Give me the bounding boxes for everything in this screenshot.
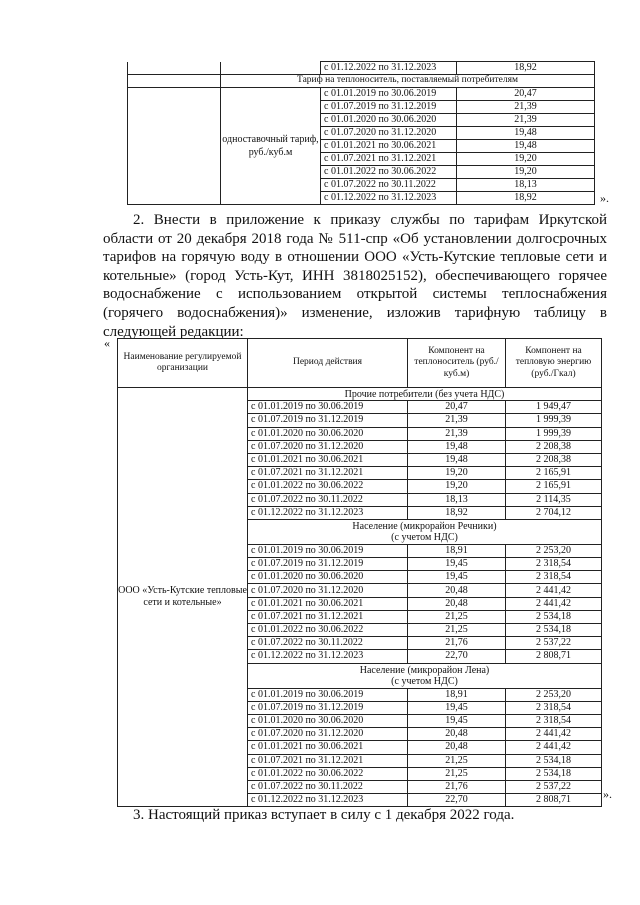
carrier-value-cell: 19,20 bbox=[408, 480, 506, 493]
energy-value-cell: 2 808,71 bbox=[506, 650, 602, 663]
period-cell: с 01.12.2022 по 31.12.2023 bbox=[248, 794, 408, 807]
period-cell: с 01.01.2022 по 30.06.2022 bbox=[248, 767, 408, 780]
value-cell: 19,48 bbox=[457, 140, 595, 153]
tariff-table-hot-water bbox=[117, 338, 602, 807]
carrier-value-cell: 20,47 bbox=[408, 401, 506, 414]
carrier-value-cell: 21,76 bbox=[408, 780, 506, 793]
carrier-value-cell: 21,76 bbox=[408, 637, 506, 650]
carrier-value-cell: 21,25 bbox=[408, 610, 506, 623]
section-row bbox=[128, 75, 595, 88]
carrier-value-cell: 20,48 bbox=[408, 741, 506, 754]
section-header: Тариф на теплоноситель, поставляемый потребителям bbox=[221, 75, 595, 88]
period-cell: с 01.01.2020 по 30.06.2020 bbox=[248, 571, 408, 584]
period-cell: с 01.01.2019 по 30.06.2019 bbox=[248, 544, 408, 557]
energy-value-cell: 2 253,20 bbox=[506, 544, 602, 557]
section-title: Прочие потребители (без учета НДС) bbox=[344, 388, 505, 400]
period-cell: с 01.12.2022 по 31.12.2023 bbox=[248, 506, 408, 519]
period-cell: с 01.01.2021 по 30.06.2021 bbox=[321, 140, 457, 153]
energy-value-cell: 2 165,91 bbox=[506, 480, 602, 493]
carrier-value-cell: 21,25 bbox=[408, 624, 506, 637]
section-title: Население (микрорайон Лена) bbox=[359, 664, 490, 676]
carrier-value-cell: 19,45 bbox=[408, 714, 506, 727]
period-cell: с 01.01.2022 по 30.06.2022 bbox=[248, 480, 408, 493]
period-cell: с 01.07.2020 по 31.12.2020 bbox=[248, 584, 408, 597]
period-cell: с 01.01.2019 по 30.06.2019 bbox=[321, 88, 457, 101]
carrier-value-cell: 20,48 bbox=[408, 728, 506, 741]
period-cell: с 01.12.2022 по 31.12.2023 bbox=[248, 650, 408, 663]
tariff-table-carrier bbox=[127, 61, 595, 205]
period-cell: с 01.01.2022 по 30.06.2022 bbox=[321, 166, 457, 179]
energy-value-cell: 2 537,22 bbox=[506, 780, 602, 793]
blank-cell bbox=[128, 62, 221, 75]
energy-value-cell: 2 441,42 bbox=[506, 741, 602, 754]
paragraph-2: 2. Внести в приложение к приказу службы по тарифам Иркутской области от 20 декабря 2018 года № 511-спр «Об установлении долгосрочных тарифов на горячую воду в отношении ООО «Усть-Кутские тепловые сети и котельные» (город Усть-Кут, ИНН 3818025152), обеспечивающего горячее водоснабжение с использованием открытой системы теплоснабжения (горячего водоснабжения)» изменение, изложив тарифную таблицу в следующей редакции: bbox=[103, 212, 607, 340]
carrier-value-cell: 21,25 bbox=[408, 754, 506, 767]
header-row bbox=[118, 339, 602, 388]
energy-value-cell: 2 318,54 bbox=[506, 701, 602, 714]
period-cell: с 01.01.2019 по 30.06.2019 bbox=[248, 688, 408, 701]
period-cell: с 01.07.2020 по 31.12.2020 bbox=[248, 728, 408, 741]
table-row bbox=[128, 88, 595, 101]
opening-quote-2: « bbox=[104, 336, 110, 350]
value-cell: 19,48 bbox=[457, 127, 595, 140]
energy-value-cell: 2 537,22 bbox=[506, 637, 602, 650]
blank-cell bbox=[128, 88, 221, 205]
carrier-value-cell: 18,92 bbox=[408, 506, 506, 519]
energy-value-cell: 2 253,20 bbox=[506, 688, 602, 701]
energy-value-cell: 2 534,18 bbox=[506, 754, 602, 767]
period-cell: с 01.01.2020 по 30.06.2020 bbox=[248, 427, 408, 440]
energy-value-cell: 2 534,18 bbox=[506, 767, 602, 780]
energy-value-cell: 2 208,38 bbox=[506, 440, 602, 453]
energy-value-cell: 2 441,42 bbox=[506, 597, 602, 610]
section-subtitle: (с учетом НДС) bbox=[391, 531, 458, 543]
period-cell: с 01.07.2022 по 30.11.2022 bbox=[248, 637, 408, 650]
energy-value-cell: 2 808,71 bbox=[506, 794, 602, 807]
carrier-value-cell: 19,48 bbox=[408, 453, 506, 466]
period-cell: с 01.01.2019 по 30.06.2019 bbox=[248, 401, 408, 414]
header-carrier: Компонент на теплоноситель (руб./куб.м) bbox=[408, 339, 506, 388]
section-header bbox=[248, 663, 602, 688]
section-header bbox=[248, 388, 602, 401]
header-energy: Компонент на тепловую энергию (руб./Гкал) bbox=[506, 339, 602, 388]
period-cell: с 01.07.2019 по 31.12.2019 bbox=[248, 414, 408, 427]
energy-value-cell: 2 318,54 bbox=[506, 571, 602, 584]
period-cell: с 01.01.2020 по 30.06.2020 bbox=[248, 714, 408, 727]
period-cell: с 01.01.2020 по 30.06.2020 bbox=[321, 114, 457, 127]
energy-value-cell: 2 534,18 bbox=[506, 610, 602, 623]
tariff-table-hot-water-body bbox=[118, 339, 602, 807]
value-cell: 21,39 bbox=[457, 101, 595, 114]
period-cell: с 01.07.2020 по 31.12.2020 bbox=[248, 440, 408, 453]
carrier-value-cell: 22,70 bbox=[408, 650, 506, 663]
period-cell: с 01.07.2019 по 31.12.2019 bbox=[248, 701, 408, 714]
section-title: Население (микрорайон Речники) bbox=[352, 520, 497, 532]
period-cell: с 01.07.2022 по 30.11.2022 bbox=[248, 493, 408, 506]
header-org: Наименование регулируемой организации bbox=[118, 339, 248, 388]
period-cell: с 01.12.2022 по 31.12.2023 bbox=[321, 192, 457, 205]
carrier-value-cell: 19,48 bbox=[408, 440, 506, 453]
period-cell: с 01.07.2021 по 31.12.2021 bbox=[248, 610, 408, 623]
value-cell: 19,20 bbox=[457, 166, 595, 179]
energy-value-cell: 1 999,39 bbox=[506, 427, 602, 440]
closing-quote-1: ». bbox=[600, 191, 609, 205]
energy-value-cell: 2 318,54 bbox=[506, 714, 602, 727]
period-cell: с 01.01.2021 по 30.06.2021 bbox=[248, 453, 408, 466]
energy-value-cell: 2 534,18 bbox=[506, 624, 602, 637]
carrier-value-cell: 18,13 bbox=[408, 493, 506, 506]
period-cell: с 01.07.2022 по 30.11.2022 bbox=[248, 780, 408, 793]
carrier-value-cell: 19,45 bbox=[408, 701, 506, 714]
energy-value-cell: 2 704,12 bbox=[506, 506, 602, 519]
carrier-value-cell: 19,20 bbox=[408, 467, 506, 480]
tariff-name-cell: одноставочный тариф, руб./куб.м bbox=[221, 88, 321, 205]
carrier-value-cell: 20,48 bbox=[408, 597, 506, 610]
period-cell: с 01.07.2022 по 30.11.2022 bbox=[321, 179, 457, 192]
energy-value-cell: 2 441,42 bbox=[506, 584, 602, 597]
period-cell: с 01.01.2021 по 30.06.2021 bbox=[248, 741, 408, 754]
period-cell: с 01.07.2021 по 31.12.2021 bbox=[248, 754, 408, 767]
header-period: Период действия bbox=[248, 339, 408, 388]
energy-value-cell: 2 208,38 bbox=[506, 453, 602, 466]
period-cell: с 01.07.2021 по 31.12.2021 bbox=[248, 467, 408, 480]
blank-cell bbox=[221, 62, 321, 75]
energy-value-cell: 2 441,42 bbox=[506, 728, 602, 741]
period-cell: с 01.01.2021 по 30.06.2021 bbox=[248, 597, 408, 610]
section-row bbox=[118, 388, 602, 401]
period-cell: с 01.07.2020 по 31.12.2020 bbox=[321, 127, 457, 140]
carrier-value-cell: 21,39 bbox=[408, 427, 506, 440]
energy-value-cell: 1 949,47 bbox=[506, 401, 602, 414]
value-cell: 18,13 bbox=[457, 179, 595, 192]
carrier-value-cell: 22,70 bbox=[408, 794, 506, 807]
value-cell: 18,92 bbox=[457, 62, 595, 75]
section-header bbox=[248, 519, 602, 544]
carrier-value-cell: 21,25 bbox=[408, 767, 506, 780]
period-cell: с 01.12.2022 по 31.12.2023 bbox=[321, 62, 457, 75]
org-name-cell: ООО «Усть-Кутские тепловые сети и котельные» bbox=[118, 388, 248, 807]
carrier-value-cell: 19,45 bbox=[408, 571, 506, 584]
carrier-value-cell: 18,91 bbox=[408, 688, 506, 701]
energy-value-cell: 2 114,35 bbox=[506, 493, 602, 506]
value-cell: 21,39 bbox=[457, 114, 595, 127]
energy-value-cell: 2 318,54 bbox=[506, 558, 602, 571]
paragraph-3: 3. Настоящий приказ вступает в силу с 1 декабря 2022 года. bbox=[133, 807, 515, 823]
tariff-table-carrier-body bbox=[128, 62, 595, 205]
period-cell: с 01.01.2022 по 30.06.2022 bbox=[248, 624, 408, 637]
period-cell: с 01.07.2021 по 31.12.2021 bbox=[321, 153, 457, 166]
value-cell: 20,47 bbox=[457, 88, 595, 101]
carrier-value-cell: 18,91 bbox=[408, 544, 506, 557]
carrier-value-cell: 20,48 bbox=[408, 584, 506, 597]
energy-value-cell: 2 165,91 bbox=[506, 467, 602, 480]
period-cell: с 01.07.2019 по 31.12.2019 bbox=[321, 101, 457, 114]
section-subtitle: (с учетом НДС) bbox=[391, 675, 458, 687]
value-cell: 18,92 bbox=[457, 192, 595, 205]
energy-value-cell: 1 999,39 bbox=[506, 414, 602, 427]
value-cell: 19,20 bbox=[457, 153, 595, 166]
table-row bbox=[128, 62, 595, 75]
period-cell: с 01.07.2019 по 31.12.2019 bbox=[248, 558, 408, 571]
carrier-value-cell: 19,45 bbox=[408, 558, 506, 571]
carrier-value-cell: 21,39 bbox=[408, 414, 506, 427]
closing-quote-2: ». bbox=[603, 787, 612, 801]
blank-cell bbox=[128, 75, 221, 88]
